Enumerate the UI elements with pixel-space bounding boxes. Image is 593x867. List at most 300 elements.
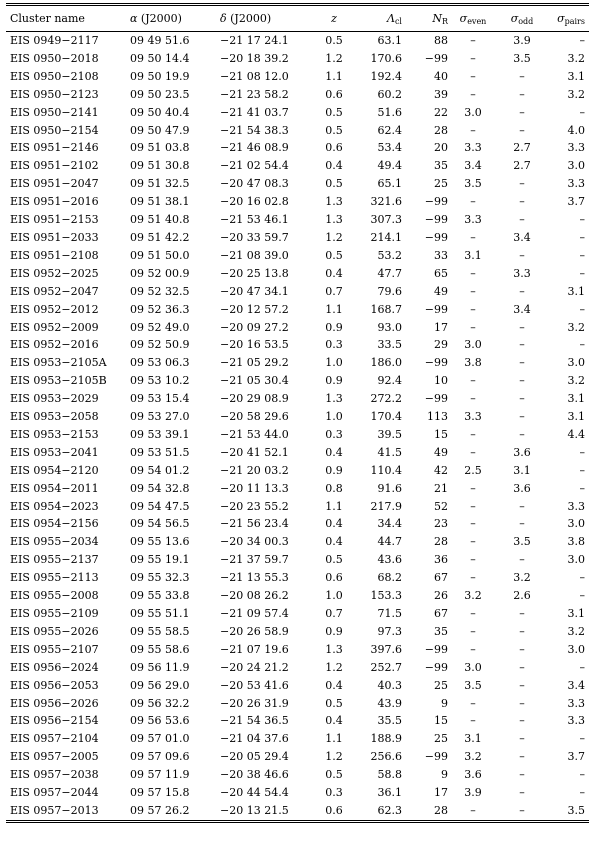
cluster-name-cell: EIS 0952−2047 xyxy=(10,284,99,298)
nr-cell: 22 xyxy=(434,105,448,119)
lambda-cell: 79.6 xyxy=(377,284,402,298)
col-cluster-name-header xyxy=(6,5,130,32)
dec-cell: −21 05 29.2 xyxy=(220,356,289,370)
sigma-pairs-cell: 3.2 xyxy=(567,374,585,388)
redshift-cell: 1.1 xyxy=(325,69,343,83)
dec-cell: −20 24 21.2 xyxy=(220,660,289,674)
dec-cell: −20 11 13.3 xyxy=(220,481,289,495)
sigma-even-cell: – xyxy=(470,69,476,83)
sigma-pairs-cell: 3.2 xyxy=(567,624,585,638)
ra-cell: 09 52 32.5 xyxy=(130,284,190,298)
nr-cell: 15 xyxy=(434,427,448,441)
col-lambda-cl-header xyxy=(352,5,402,32)
sigma-pairs-cell: – xyxy=(579,481,585,495)
redshift-cell: 0.9 xyxy=(325,463,343,477)
sigma-pairs-cell: – xyxy=(579,768,585,782)
cluster-catalog-table xyxy=(6,3,589,823)
dec-cell: −20 29 08.9 xyxy=(220,392,289,406)
table-row xyxy=(6,32,589,50)
sigma-pairs-cell: – xyxy=(579,660,585,674)
dec-cell: −20 12 57.2 xyxy=(220,302,289,316)
table-row xyxy=(6,695,589,713)
cluster-name-cell: EIS 0950−2141 xyxy=(10,105,99,119)
sigma-odd-cell: 3.3 xyxy=(513,266,531,280)
cluster-name-cell: EIS 0951−2047 xyxy=(10,177,99,191)
sigma-even-cell: – xyxy=(470,392,476,406)
table-row xyxy=(6,802,589,821)
sigma-odd-cell: – xyxy=(519,499,525,513)
nr-cell: 23 xyxy=(434,517,448,531)
redshift-cell: 1.1 xyxy=(325,302,343,316)
redshift-cell: 1.2 xyxy=(325,230,343,244)
lambda-cell: 39.5 xyxy=(377,427,402,441)
sigma-even-cell: – xyxy=(470,481,476,495)
redshift-cell: 1.0 xyxy=(325,589,343,603)
table-row xyxy=(6,229,589,247)
nr-cell: −99 xyxy=(424,213,448,227)
cluster-name-cell: EIS 0955−2026 xyxy=(10,624,99,638)
table-row xyxy=(6,444,589,462)
table-row xyxy=(6,247,589,265)
dec-cell: −21 13 55.3 xyxy=(220,571,289,585)
nr-cell: 52 xyxy=(434,499,448,513)
sigma-pairs-cell: – xyxy=(579,786,585,800)
sigma-even-cell: – xyxy=(470,302,476,316)
redshift-cell: 0.9 xyxy=(325,320,343,334)
lambda-cell: 68.2 xyxy=(377,571,402,585)
dec-cell: −21 05 30.4 xyxy=(220,374,289,388)
ra-cell: 09 51 30.8 xyxy=(130,159,190,173)
sigma-odd-cell: – xyxy=(519,320,525,334)
table-row xyxy=(6,408,589,426)
dec-cell: −21 54 38.3 xyxy=(220,123,289,137)
header-symbol: σ xyxy=(459,12,468,25)
dec-cell: −20 47 08.3 xyxy=(220,177,289,191)
nr-cell: 88 xyxy=(434,34,448,47)
header-subscript: pairs xyxy=(564,17,585,26)
dec-cell: −20 08 26.2 xyxy=(220,589,289,603)
lambda-cell: 93.0 xyxy=(377,320,402,334)
nr-cell: 28 xyxy=(434,535,448,549)
nr-cell: 49 xyxy=(434,284,448,298)
ra-cell: 09 53 51.5 xyxy=(130,445,190,459)
lambda-cell: 53.4 xyxy=(377,141,402,155)
nr-cell: 113 xyxy=(427,410,448,424)
redshift-cell: 0.4 xyxy=(325,535,343,549)
ra-cell: 09 55 33.8 xyxy=(130,589,190,603)
table-row xyxy=(6,265,589,283)
redshift-cell: 0.6 xyxy=(325,571,343,585)
nr-cell: 17 xyxy=(434,320,448,334)
sigma-odd-cell: – xyxy=(519,517,525,531)
lambda-cell: 43.6 xyxy=(377,553,402,567)
redshift-cell: 0.3 xyxy=(325,427,343,441)
sigma-odd-cell: 2.7 xyxy=(513,159,531,173)
dec-cell: −21 09 57.4 xyxy=(220,607,289,620)
cluster-name-cell: EIS 0956−2154 xyxy=(10,714,99,728)
ra-cell: 09 57 26.2 xyxy=(130,803,190,817)
sigma-pairs-cell: – xyxy=(579,230,585,244)
header-symbol: α xyxy=(130,12,138,25)
sigma-odd-cell: – xyxy=(519,248,525,262)
sigma-odd-cell: – xyxy=(519,356,525,370)
redshift-cell: 1.3 xyxy=(325,392,343,406)
lambda-cell: 33.5 xyxy=(377,338,402,352)
header-symbol: σ xyxy=(510,12,519,25)
lambda-cell: 58.8 xyxy=(377,768,402,782)
ra-cell: 09 55 19.1 xyxy=(130,553,190,567)
nr-cell: 39 xyxy=(434,87,448,101)
redshift-cell: 0.4 xyxy=(325,159,343,173)
nr-cell: 15 xyxy=(434,714,448,728)
table-row xyxy=(6,68,589,86)
sigma-odd-cell: – xyxy=(519,69,525,83)
sigma-even-cell: – xyxy=(470,696,476,710)
sigma-odd-cell: 2.6 xyxy=(513,589,531,603)
nr-cell: 28 xyxy=(434,803,448,817)
lambda-cell: 256.6 xyxy=(370,750,402,764)
sigma-even-cell: – xyxy=(470,427,476,441)
cluster-name-cell: EIS 0949−2117 xyxy=(10,34,99,47)
table-row xyxy=(6,605,589,623)
nr-cell: 65 xyxy=(434,266,448,280)
sigma-even-cell: – xyxy=(470,714,476,728)
redshift-cell: 0.5 xyxy=(325,123,343,137)
ra-cell: 09 53 10.2 xyxy=(130,374,190,388)
ra-cell: 09 53 15.4 xyxy=(130,392,190,406)
dec-cell: −20 58 29.6 xyxy=(220,410,289,424)
sigma-even-cell: – xyxy=(470,230,476,244)
sigma-pairs-cell: 3.1 xyxy=(567,69,585,83)
redshift-cell: 1.2 xyxy=(325,51,343,65)
table-row xyxy=(6,390,589,408)
col-dec-header xyxy=(220,5,316,32)
table-row xyxy=(6,677,589,695)
table-row xyxy=(6,712,589,730)
redshift-cell: 0.5 xyxy=(325,177,343,191)
cluster-name-cell: EIS 0953−2153 xyxy=(10,427,99,441)
nr-cell: 33 xyxy=(434,248,448,262)
cluster-name-cell: EIS 0952−2012 xyxy=(10,302,99,316)
sigma-pairs-cell: 3.3 xyxy=(567,714,585,728)
sigma-even-cell: – xyxy=(470,624,476,638)
sigma-odd-cell: – xyxy=(519,678,525,692)
header-subscript: odd xyxy=(518,17,534,26)
ra-cell: 09 50 40.4 xyxy=(130,105,190,119)
cluster-name-cell: EIS 0953−2105A xyxy=(10,356,107,370)
table-row xyxy=(6,86,589,104)
sigma-even-cell: 3.5 xyxy=(464,177,482,191)
nr-cell: 67 xyxy=(434,607,448,620)
sigma-odd-cell: – xyxy=(519,768,525,782)
redshift-cell: 0.5 xyxy=(325,696,343,710)
sigma-pairs-cell: 3.3 xyxy=(567,141,585,155)
table-row xyxy=(6,498,589,516)
ra-cell: 09 51 32.5 xyxy=(130,177,190,191)
lambda-cell: 307.3 xyxy=(370,213,402,227)
cluster-name-cell: EIS 0950−2154 xyxy=(10,123,99,137)
ra-cell: 09 50 14.4 xyxy=(130,51,190,65)
nr-cell: 25 xyxy=(434,177,448,191)
sigma-pairs-cell: 3.0 xyxy=(567,356,585,370)
sigma-even-cell: – xyxy=(470,517,476,531)
redshift-cell: 0.4 xyxy=(325,678,343,692)
dec-cell: −21 02 54.4 xyxy=(220,159,289,173)
lambda-cell: 92.4 xyxy=(377,374,402,388)
sigma-pairs-cell: 3.3 xyxy=(567,177,585,191)
sigma-even-cell: 3.0 xyxy=(464,105,482,119)
sigma-odd-cell: – xyxy=(519,624,525,638)
sigma-odd-cell: – xyxy=(519,607,525,620)
sigma-odd-cell: 3.2 xyxy=(513,571,531,585)
redshift-cell: 0.6 xyxy=(325,141,343,155)
lambda-cell: 44.7 xyxy=(377,535,402,549)
lambda-cell: 34.4 xyxy=(377,517,402,531)
dec-cell: −20 25 13.8 xyxy=(220,266,289,280)
nr-cell: −99 xyxy=(424,660,448,674)
ra-cell: 09 55 58.5 xyxy=(130,624,190,638)
table-row xyxy=(6,336,589,354)
table-row xyxy=(6,748,589,766)
sigma-pairs-cell: 3.5 xyxy=(567,803,585,817)
cluster-name-cell: EIS 0955−2034 xyxy=(10,535,99,549)
nr-cell: 25 xyxy=(434,678,448,692)
sigma-odd-cell: – xyxy=(519,374,525,388)
dec-cell: −21 08 39.0 xyxy=(220,248,289,262)
lambda-cell: 60.2 xyxy=(377,87,402,101)
sigma-even-cell: 3.4 xyxy=(464,159,482,173)
header-suffix: (J2000) xyxy=(137,12,182,25)
sigma-pairs-cell: 3.7 xyxy=(567,195,585,209)
table-row xyxy=(6,426,589,444)
nr-cell: 42 xyxy=(434,463,448,477)
dec-cell: −20 34 00.3 xyxy=(220,535,289,549)
ra-cell: 09 56 53.6 xyxy=(130,714,190,728)
sigma-odd-cell: 2.7 xyxy=(513,141,531,155)
cluster-name-cell: EIS 0957−2104 xyxy=(10,732,99,746)
table-row xyxy=(6,354,589,372)
table-row xyxy=(6,569,589,587)
sigma-pairs-cell: – xyxy=(579,732,585,746)
col-redshift-header xyxy=(316,5,352,32)
lambda-cell: 40.3 xyxy=(377,678,402,692)
sigma-pairs-cell: – xyxy=(579,589,585,603)
ra-cell: 09 51 40.8 xyxy=(130,213,190,227)
redshift-cell: 0.5 xyxy=(325,768,343,782)
nr-cell: 35 xyxy=(434,624,448,638)
sigma-even-cell: – xyxy=(470,553,476,567)
sigma-pairs-cell: – xyxy=(579,213,585,227)
col-sigma-pairs-header xyxy=(546,5,589,32)
sigma-odd-cell: 3.6 xyxy=(513,481,531,495)
lambda-cell: 192.4 xyxy=(370,69,402,83)
sigma-pairs-cell: – xyxy=(579,105,585,119)
table-row xyxy=(6,157,589,175)
table-row xyxy=(6,175,589,193)
ra-cell: 09 56 29.0 xyxy=(130,678,190,692)
sigma-even-cell: – xyxy=(470,374,476,388)
dec-cell: −20 33 59.7 xyxy=(220,230,289,244)
sigma-odd-cell: – xyxy=(519,392,525,406)
sigma-even-cell: 3.3 xyxy=(464,141,482,155)
redshift-cell: 1.1 xyxy=(325,732,343,746)
sigma-even-cell: 3.6 xyxy=(464,768,482,782)
sigma-pairs-cell: 3.3 xyxy=(567,499,585,513)
cluster-name-cell: EIS 0951−2153 xyxy=(10,213,99,227)
nr-cell: 17 xyxy=(434,786,448,800)
lambda-cell: 53.2 xyxy=(377,248,402,262)
dec-cell: −20 38 46.6 xyxy=(220,768,289,782)
sigma-odd-cell: – xyxy=(519,642,525,656)
dec-cell: −21 08 12.0 xyxy=(220,69,289,83)
header-row xyxy=(6,5,589,32)
redshift-cell: 0.3 xyxy=(325,786,343,800)
cluster-name-cell: EIS 0955−2113 xyxy=(10,571,99,585)
header-symbol: δ xyxy=(220,12,227,25)
dec-cell: −20 41 52.1 xyxy=(220,445,289,459)
sigma-even-cell: – xyxy=(470,195,476,209)
sigma-even-cell: 3.0 xyxy=(464,338,482,352)
cluster-name-cell: EIS 0957−2005 xyxy=(10,750,99,764)
nr-cell: 28 xyxy=(434,123,448,137)
lambda-cell: 35.5 xyxy=(377,714,402,728)
ra-cell: 09 53 06.3 xyxy=(130,356,190,370)
cluster-name-cell: EIS 0957−2013 xyxy=(10,803,99,817)
table-row xyxy=(6,301,589,319)
table-row xyxy=(6,730,589,748)
redshift-cell: 0.6 xyxy=(325,87,343,101)
dec-cell: −20 13 21.5 xyxy=(220,803,289,817)
cluster-name-cell: EIS 0953−2058 xyxy=(10,410,99,424)
table-row xyxy=(6,480,589,498)
sigma-odd-cell: 3.1 xyxy=(513,463,531,477)
cluster-name-cell: EIS 0952−2016 xyxy=(10,338,99,352)
dec-cell: −21 53 46.1 xyxy=(220,213,289,227)
dec-cell: −20 26 58.9 xyxy=(220,624,289,638)
sigma-pairs-cell: 3.8 xyxy=(567,535,585,549)
cluster-name-cell: EIS 0954−2011 xyxy=(10,481,99,495)
sigma-even-cell: 3.2 xyxy=(464,750,482,764)
ra-cell: 09 50 47.9 xyxy=(130,123,190,137)
dec-cell: −21 37 59.7 xyxy=(220,553,289,567)
table-row xyxy=(6,623,589,641)
redshift-cell: 0.7 xyxy=(325,607,343,620)
sigma-even-cell: – xyxy=(470,320,476,334)
nr-cell: −99 xyxy=(424,750,448,764)
sigma-even-cell: – xyxy=(470,51,476,65)
lambda-cell: 97.3 xyxy=(377,624,402,638)
nr-cell: −99 xyxy=(424,356,448,370)
nr-cell: −99 xyxy=(424,195,448,209)
table-header xyxy=(6,5,589,32)
ra-cell: 09 54 56.5 xyxy=(130,517,190,531)
table-row xyxy=(6,515,589,533)
sigma-even-cell: – xyxy=(470,87,476,101)
sigma-even-cell: – xyxy=(470,571,476,585)
table-row xyxy=(6,104,589,122)
redshift-cell: 1.0 xyxy=(325,356,343,370)
sigma-odd-cell: – xyxy=(519,714,525,728)
cluster-name-cell: EIS 0951−2102 xyxy=(10,159,99,173)
sigma-odd-cell: – xyxy=(519,803,525,817)
sigma-even-cell: 3.0 xyxy=(464,660,482,674)
nr-cell: 10 xyxy=(434,374,448,388)
sigma-odd-cell: – xyxy=(519,123,525,137)
sigma-pairs-cell: 3.7 xyxy=(567,750,585,764)
lambda-cell: 214.1 xyxy=(370,230,402,244)
sigma-even-cell: 3.5 xyxy=(464,678,482,692)
cluster-name-cell: EIS 0953−2041 xyxy=(10,445,99,459)
sigma-pairs-cell: 3.1 xyxy=(567,607,585,620)
lambda-cell: 62.4 xyxy=(377,123,402,137)
cluster-name-cell: EIS 0952−2025 xyxy=(10,266,99,280)
sigma-pairs-cell: – xyxy=(579,302,585,316)
cluster-name-cell: EIS 0950−2123 xyxy=(10,87,99,101)
dec-cell: −20 26 31.9 xyxy=(220,696,289,710)
lambda-cell: 272.2 xyxy=(370,392,402,406)
cluster-name-cell: EIS 0954−2023 xyxy=(10,499,99,513)
lambda-cell: 252.7 xyxy=(370,660,402,674)
redshift-cell: 1.2 xyxy=(325,660,343,674)
lambda-cell: 217.9 xyxy=(370,499,402,513)
cluster-name-cell: EIS 0953−2105B xyxy=(10,374,107,388)
sigma-pairs-cell: – xyxy=(579,34,585,47)
ra-cell: 09 52 00.9 xyxy=(130,266,190,280)
redshift-cell: 1.3 xyxy=(325,213,343,227)
sigma-even-cell: – xyxy=(470,642,476,656)
sigma-pairs-cell: 3.1 xyxy=(567,410,585,424)
dec-cell: −20 18 39.2 xyxy=(220,51,289,65)
redshift-cell: 0.9 xyxy=(325,624,343,638)
lambda-cell: 49.4 xyxy=(377,159,402,173)
sigma-pairs-cell: 4.0 xyxy=(567,123,585,137)
col-sigma-even-header xyxy=(448,5,498,32)
sigma-even-cell: – xyxy=(470,284,476,298)
sigma-odd-cell: 3.9 xyxy=(513,34,531,47)
cluster-name-cell: EIS 0954−2156 xyxy=(10,517,99,531)
nr-cell: 21 xyxy=(434,481,448,495)
sigma-odd-cell: 3.5 xyxy=(513,51,531,65)
redshift-cell: 0.7 xyxy=(325,284,343,298)
table-row xyxy=(6,462,589,480)
redshift-cell: 0.5 xyxy=(325,553,343,567)
sigma-pairs-cell: 3.2 xyxy=(567,87,585,101)
cluster-name-cell: EIS 0955−2137 xyxy=(10,553,99,567)
dec-cell: −21 23 58.2 xyxy=(220,87,289,101)
dec-cell: −21 41 03.7 xyxy=(220,105,289,119)
nr-cell: −99 xyxy=(424,302,448,316)
ra-cell: 09 56 11.9 xyxy=(130,660,190,674)
header-text: Cluster name xyxy=(10,12,85,25)
nr-cell: −99 xyxy=(424,392,448,406)
nr-cell: 20 xyxy=(434,141,448,155)
sigma-even-cell: 3.3 xyxy=(464,213,482,227)
ra-cell: 09 57 15.8 xyxy=(130,786,190,800)
table-row xyxy=(6,587,589,605)
redshift-cell: 0.4 xyxy=(325,266,343,280)
ra-cell: 09 54 32.8 xyxy=(130,481,190,495)
sigma-odd-cell: – xyxy=(519,195,525,209)
dec-cell: −21 07 19.6 xyxy=(220,642,289,656)
ra-cell: 09 52 36.3 xyxy=(130,302,190,316)
nr-cell: −99 xyxy=(424,51,448,65)
nr-cell: −99 xyxy=(424,230,448,244)
ra-cell: 09 52 50.9 xyxy=(130,338,190,352)
header-subscript: R xyxy=(441,17,448,26)
lambda-cell: 321.6 xyxy=(370,195,402,209)
dec-cell: −20 47 34.1 xyxy=(220,284,289,298)
dec-cell: −21 20 03.2 xyxy=(220,463,289,477)
